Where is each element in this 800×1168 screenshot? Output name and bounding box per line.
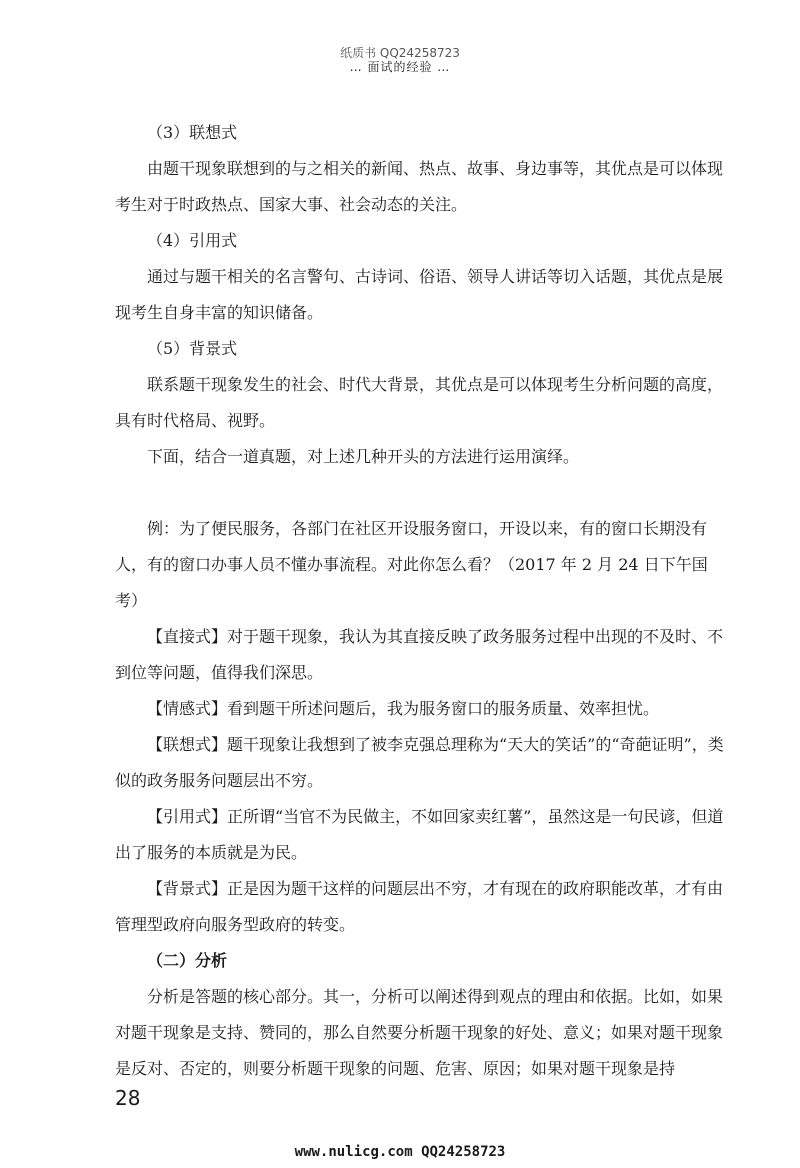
footer-watermark: www.nulicg.com QQ24258723	[294, 1144, 506, 1160]
subheading-quotation: （4）引用式	[147, 231, 238, 250]
section-heading-analysis: （二）分析	[147, 951, 228, 970]
example-direct: 【直接式】对于题干现象，我认为其直接反映了政务服务过程中出现的不及时、不到位等问题，值得我们深思。	[115, 627, 724, 682]
paragraph-association: 由题干现象联想到的与之相关的新闻、热点、故事、身边事等，其优点是可以体现考生对于时政热点、国家大事、社会动态的关注。	[115, 159, 724, 214]
page-body	[115, 115, 727, 1087]
running-header: … 面试的经验 …	[349, 60, 451, 74]
paragraph-transition: 下面，结合一道真题，对上述几种开头的方法进行运用演绎。	[147, 447, 580, 466]
example-question: 例：为了便民服务，各部门在社区开设服务窗口，开设以来，有的窗口长期没有人，有的窗口办事人员不懂办事流程。对此你怎么看？（2017 年 2 月 24 日下午国考）	[115, 519, 708, 610]
paragraph-quotation: 通过与题干相关的名言警句、古诗词、俗语、领导人讲话等切入话题，其优点是展现考生自身丰富的知识储备。	[115, 267, 724, 322]
header-watermark: 纸质书 QQ24258723	[340, 46, 460, 60]
example-emotional: 【情感式】看到题干所述问题后，我为服务窗口的服务质量、效率担忧。	[147, 699, 660, 718]
paragraph-analysis: 分析是答题的核心部分。其一，分析可以阐述得到观点的理由和依据。比如，如果对题干现象是支持、赞同的，那么自然要分析题干现象的好处、意义；如果对题干现象是反对、否定的，则要分析题干现象的问题、危害、原因；如果对题干现象是持	[115, 987, 724, 1078]
example-quotation: 【引用式】正所谓“当官不为民做主，不如回家卖红薯”，虽然这是一句民谚，但道出了服务的本质就是为民。	[115, 807, 724, 862]
subheading-background: （5）背景式	[147, 339, 238, 358]
page-number: 28	[115, 1086, 141, 1110]
example-association: 【联想式】题干现象让我想到了被李克强总理称为“天大的笑话”的“奇葩证明”，类似的政务服务问题层出不穷。	[115, 735, 724, 790]
paragraph-background: 联系题干现象发生的社会、时代大背景，其优点是可以体现考生分析问题的高度，具有时代格局、视野。	[115, 375, 724, 430]
example-background: 【背景式】正是因为题干这样的问题层出不穷，才有现在的政府职能改革，才有由管理型政府向服务型政府的转变。	[115, 879, 724, 934]
subheading-association: （3）联想式	[147, 123, 238, 142]
